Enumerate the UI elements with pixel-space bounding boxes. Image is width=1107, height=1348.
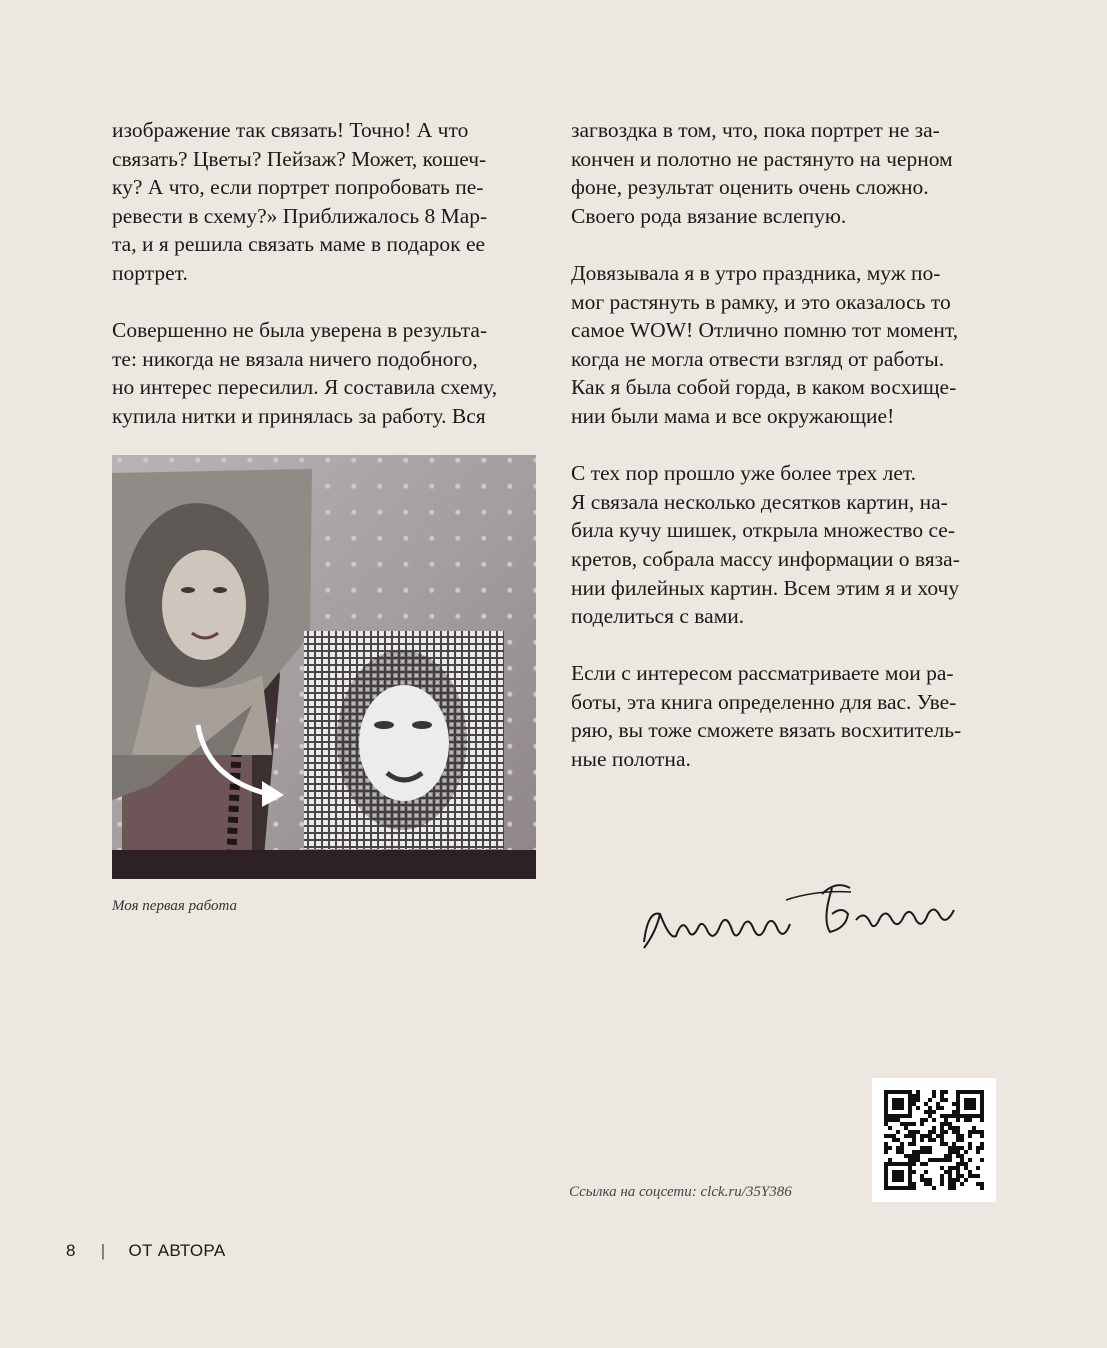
section-title: ОТ АВТОРА xyxy=(128,1241,226,1260)
text-column-right xyxy=(571,116,997,802)
paragraph: Довязывала я в утро праздника, муж по- мог растянуть в рамку, и это оказалось то самое WOW! Отлично помню тот момент, когда не могла отвести взгляд от работы. Как я была собой горда, в каком восхище- нии были мама и все окружающие! xyxy=(571,260,959,428)
text-column-left xyxy=(112,116,538,459)
footer-separator: | xyxy=(100,1241,106,1260)
author-signature xyxy=(636,870,976,965)
qr-code-image xyxy=(872,1078,996,1202)
qr-caption: Ссылка на соцсети: clck.ru/35Y386 xyxy=(569,1184,792,1200)
paragraph: С тех пор прошло уже более трех лет. Я связала несколько десятков картин, на- била кучу шишек, открыла множество се- кретов, собрала массу информации о вяза- нии филейных картин. Всем этим я и хочу поделиться с вами. xyxy=(571,461,960,629)
old-portrait-photo xyxy=(112,469,312,755)
page-footer xyxy=(66,1241,226,1261)
crochet-portrait xyxy=(304,631,504,849)
first-work-photo xyxy=(112,455,536,879)
photo-illustration xyxy=(112,455,536,879)
paragraph: изображение так связать! Точно! А что связать? Цветы? Пейзаж? Может, кошеч- ку? А что, если портрет попробовать пе- ревести в схему?» Приближалось 8 Мар- та, и я решила связать маме в подарок ее портрет. xyxy=(112,118,488,285)
qr-code[interactable] xyxy=(872,1078,996,1202)
photo-caption: Моя первая работа xyxy=(112,898,237,914)
paragraph: загвоздка в том, что, пока портрет не за- кончен и полотно не растянуто на черном фоне, результат оценить очень сложно. Своего рода вязание вслепую. xyxy=(571,118,953,228)
page-number: 8 xyxy=(66,1241,76,1260)
paragraph: Совершенно не была уверена в результа- те: никогда не вязала ничего подобного, но интерес пересилил. Я составила схему, купила нитки и принялась за работу. Вся xyxy=(112,318,498,428)
signature-drawing xyxy=(636,870,976,960)
paragraph: Если с интересом рассматриваете мои ра- боты, эта книга определенно для вас. Уве- ряю, вы тоже сможете вязать восхититель- ные полотна. xyxy=(571,661,962,772)
